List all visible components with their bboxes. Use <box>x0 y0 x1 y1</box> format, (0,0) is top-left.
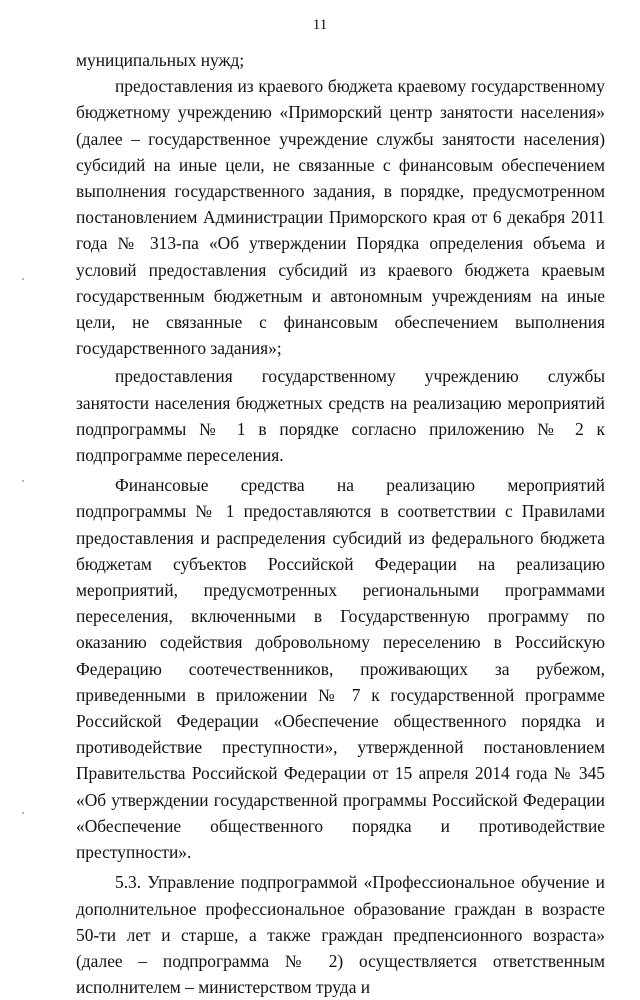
document-body <box>76 47 605 1000</box>
scan-artifact-dot <box>22 278 24 280</box>
paragraph-budget-funds: предоставления государственному учреждению службы занятости населения бюджетных средств на реализацию мероприятий подпрограммы № 1 в порядке согласно приложению № 2 к подпрограмме переселения. <box>76 366 605 466</box>
scan-artifact-dot <box>22 480 24 482</box>
paragraph-subsidy-provision: предоставления из краевого бюджета краевому государственному бюджетному учреждению «Приморский центр занятости населения» (далее – государственное учреждение службы занятости населения) субсидий на иные цели, не связанные с финансовым обеспечением выполнения государственного задания, в порядке, предусмотренном постановлением Администрации Приморского края от 6 декабря 2011 года № 313-па «Об утверждении Порядка определения объема и условий предоставления субсидий из краевого бюджета краевым государственным бюджетным и автономным учреждениям на иные цели, не связанные с финансовым обеспечением выполнения государственного задания»; <box>76 76 605 359</box>
paragraph-subprogram-management: 5.3. Управление подпрограммой «Профессиональное обучение и дополнительное профессиональное образование граждан в возрасте 50-ти лет и старше, а также граждан предпенсионного возраста» (далее – подпрограмма № 2) осуществляется ответственным исполнителем – министерством труда и <box>76 872 605 998</box>
scan-artifact-dot <box>22 812 24 814</box>
paragraph-continuation: муниципальных нужд; <box>76 50 245 70</box>
page-number: 11 <box>312 17 328 33</box>
paragraph-financial-means: Финансовые средства на реализацию мероприятий подпрограммы № 1 предоставляются в соответствии с Правилами предоставления и распределения субсидий из федерального бюджета бюджетам субъектов Российской Федерации на реализацию мероприятий, предусмотренных региональными программами переселения, включенными в Государственную программу по оказанию содействия добровольному переселению в Российскую Федерацию соотечественников, проживающих за рубежом, приведенными в приложении № 7 к государственной программе Российской Федерации «Обеспечение общественного порядка и противодействие преступности», утвержденной постановлением Правительства Российской Федерации от 15 апреля 2014 года № 345 «Об утверждении государственной программы Российской Федерации «Обеспечение общественного порядка и противодействие преступности». <box>76 475 605 863</box>
